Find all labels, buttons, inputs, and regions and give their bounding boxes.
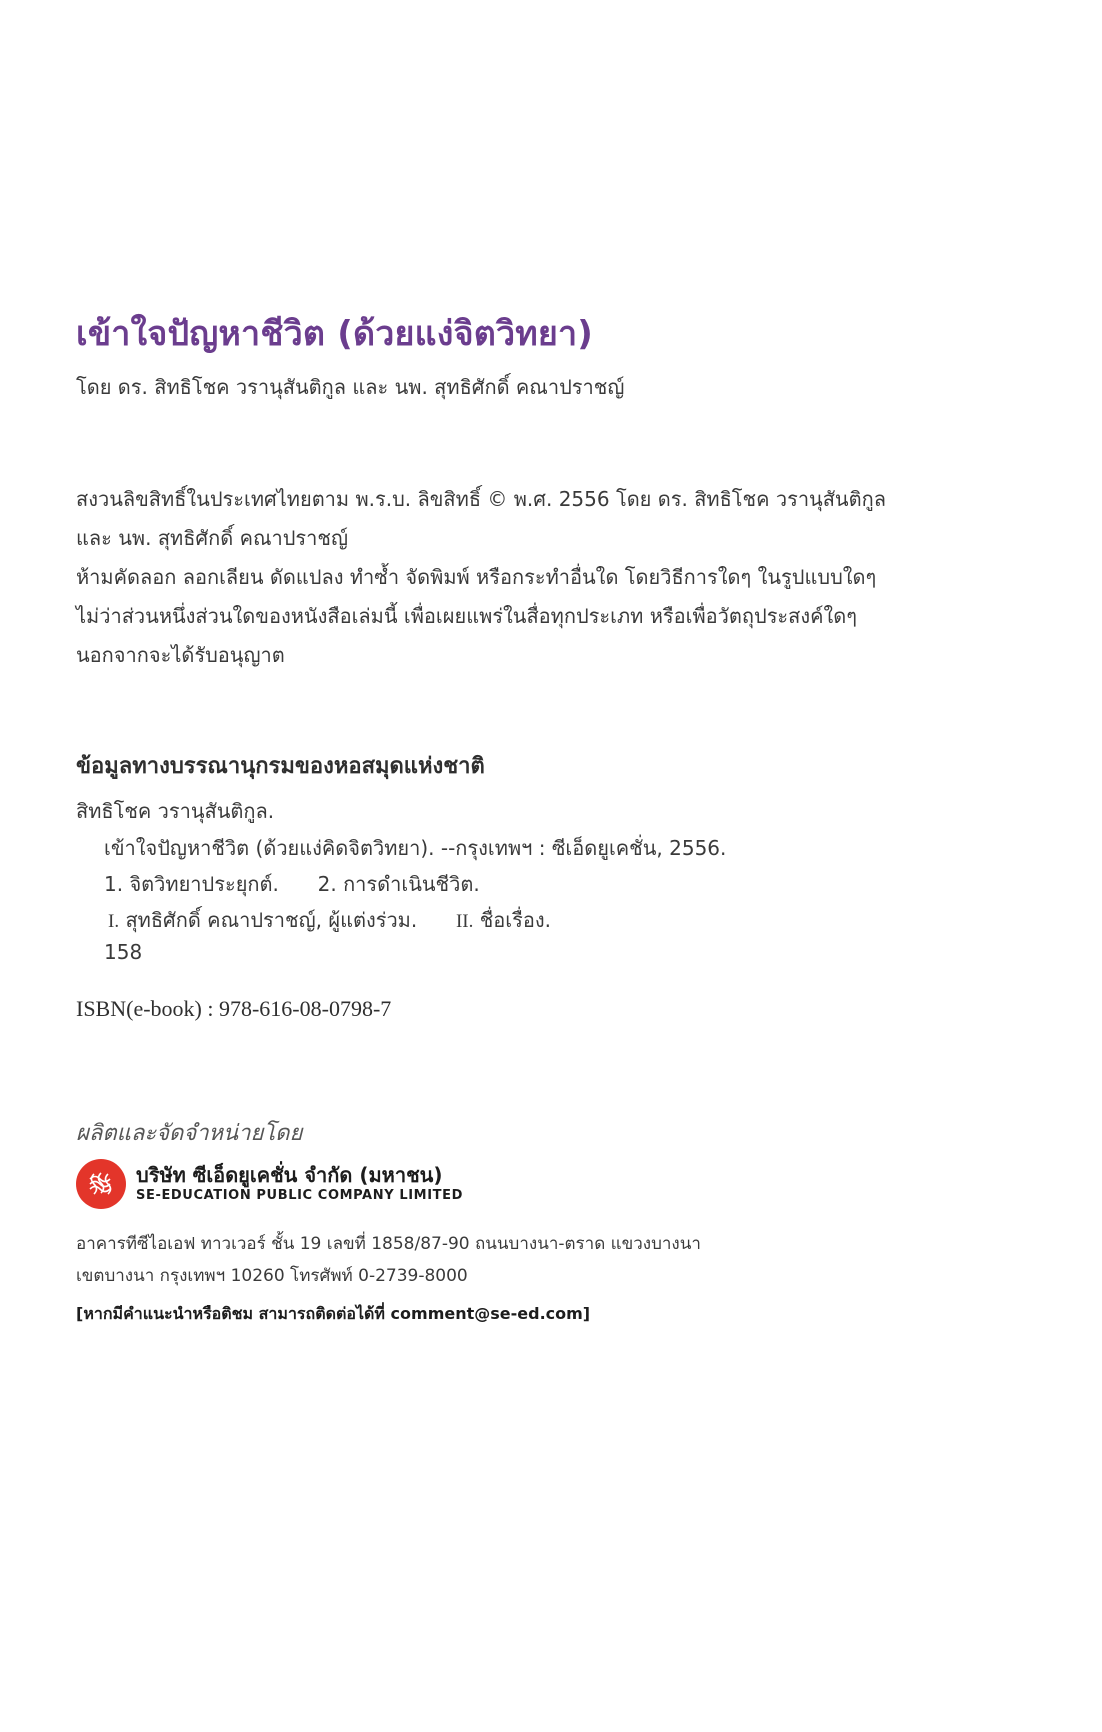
address-line: เขตบางนา กรุงเทพฯ 10260 โทรศัพท์ 0-2739-8000 [76,1266,468,1286]
copyright-line: สงวนลิขสิทธิ์ในประเทศไทยตาม พ.ร.บ. ลิขสิทธิ์ © พ.ศ. 2556 โดย ดร. สิทธิโชค วรานุสันติกูล [76,487,886,511]
catalog-added-entries [108,904,551,936]
entry-number: I. [108,911,120,932]
publisher-address [76,1228,701,1292]
contact-note: [หากมีคำแนะนำหรือติชม สามารถติดต่อได้ที่ comment@se-ed.com] [76,1304,591,1323]
publisher-name-thai: บริษัท ซีเอ็ดยูเคชั่น จำกัด (มหาชน) [136,1163,443,1187]
book-title: เข้าใจปัญหาชีวิต (ด้วยแง่จิตวิทยา) [76,314,594,354]
address-line: อาคารทีซีไอเอฟ ทาวเวอร์ ชั้น 19 เลขที่ 1858/87-90 ถนนบางนา-ตราด แขวงบางนา [76,1234,701,1254]
copyright-line: ไม่ว่าส่วนหนึ่งส่วนใดของหนังสือเล่มนี้ เพื่อเผยแพร่ในสื่อทุกประเภท หรือเพื่อวัตถุประสงค์ใดๆ [76,604,858,628]
subject-text: จิตวิทยาประยุกต์. [129,872,279,896]
catalog-subjects [104,868,480,900]
copyright-line: ห้ามคัดลอก ลอกเลียน ดัดแปลง ทำซ้ำ จัดพิมพ์ หรือกระทำอื่นใด โดยวิธีการใดๆ ในรูปแบบใดๆ [76,565,877,589]
copyright-line: และ นพ. สุทธิศักดิ์ คณาปราชญ์ [76,526,349,550]
publisher-block [76,1158,463,1210]
copyright-line: นอกจากจะได้รับอนุญาต [76,643,285,667]
book-byline: โดย ดร. สิทธิโชค วรานุสันติกูล และ นพ. สุทธิศักดิ์ คณาปราชญ์ [76,375,625,399]
catalog-author: สิทธิโชค วรานุสันติกูล. [76,799,275,823]
copyright-notice [76,480,1056,675]
se-ed-logo-icon [76,1159,126,1209]
subject-number: 2. [317,872,337,896]
producer-label: ผลิตและจัดจำหน่ายโดย [76,1121,303,1146]
publisher-names [136,1163,463,1205]
subject-text: การดำเนินชีวิต. [343,872,480,896]
entry-text: สุทธิศักดิ์ คณาปราชญ์, ผู้แต่งร่วม. [125,908,418,932]
catalog-heading: ข้อมูลทางบรรณานุกรมของหอสมุดแห่งชาติ [76,754,485,779]
catalog-class-number: 158 [104,940,143,964]
entry-text: ชื่อเรื่อง. [479,908,552,932]
isbn: ISBN(e-book) : 978-616-08-0798-7 [76,996,392,1021]
publisher-name-english: SE-EDUCATION PUBLIC COMPANY LIMITED [136,1188,463,1203]
subject-number: 1. [104,872,124,896]
catalog-title-line: เข้าใจปัญหาชีวิต (ด้วยแง่คิดจิตวิทยา). --กรุงเทพฯ : ซีเอ็ดยูเคชั่น, 2556. [104,836,727,860]
entry-number: II. [455,911,474,932]
